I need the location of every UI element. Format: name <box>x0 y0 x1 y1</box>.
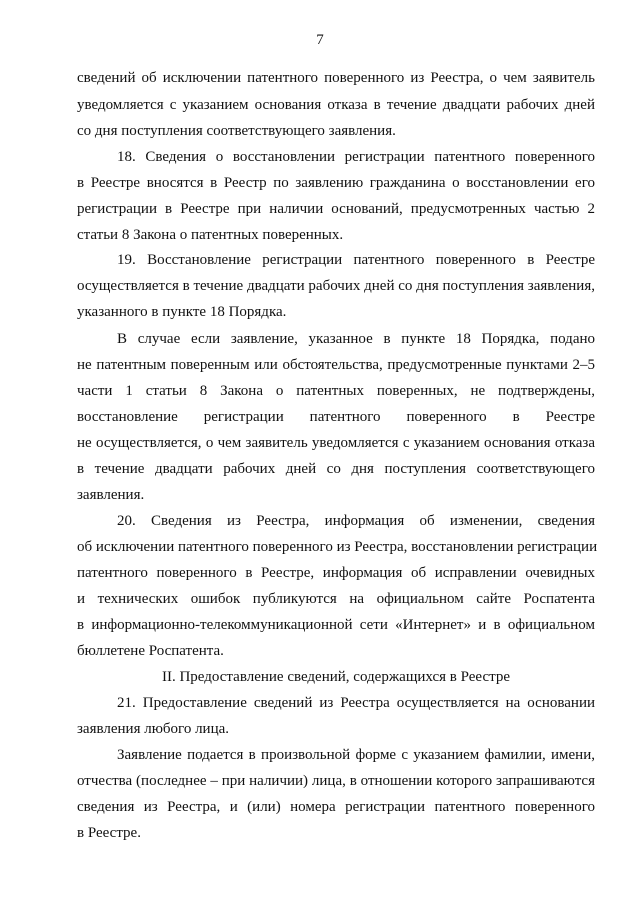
text-line: в информационно-телекоммуникационной сети «Интернет» и в официальном <box>77 617 595 633</box>
text-line: сведений об исключении патентного поверенного из Реестра, о чем заявитель <box>77 70 595 86</box>
text-line: в течение двадцати рабочих дней со дня поступления соответствующего <box>77 461 595 477</box>
text-line: и технических ошибок публикуются на официальном сайте Роспатента <box>77 591 595 607</box>
text-line: 19. Восстановление регистрации патентного поверенного в Реестре <box>117 252 595 268</box>
text-line: патентного поверенного в Реестре, информация об исправлении очевидных <box>77 565 595 581</box>
text-line: в Реестре. <box>77 825 141 841</box>
section-heading: II. Предоставление сведений, содержащихся в Реестре <box>161 669 511 685</box>
text-line: В случае если заявление, указанное в пункте 18 Порядка, подано <box>117 331 595 347</box>
text-line: части 1 статьи 8 Закона о патентных поверенных, не подтверждены, <box>77 383 595 399</box>
text-line: уведомляется с указанием основания отказа в течение двадцати рабочих дней <box>77 97 595 113</box>
text-line: со дня поступления соответствующего заявления. <box>77 123 396 139</box>
page-number: 7 <box>316 32 324 48</box>
text-line: не патентным поверенным или обстоятельства, предусмотренные пунктами 2–5 <box>77 357 595 373</box>
text-line: сведения из Реестра, и (или) номера регистрации патентного поверенного <box>77 799 595 815</box>
text-line: в Реестре вносятся в Реестр по заявлению гражданина о восстановлении его <box>77 175 595 191</box>
text-line: заявления. <box>77 487 145 503</box>
text-line: об исключении патентного поверенного из Реестра, восстановлении регистрации <box>77 539 598 555</box>
text-line: восстановление регистрации патентного поверенного в Реестре <box>77 409 595 425</box>
text-line: статьи 8 Закона о патентных поверенных. <box>77 227 344 243</box>
text-line: 18. Сведения о восстановлении регистрации патентного поверенного <box>117 149 595 165</box>
text-line: 21. Предоставление сведений из Реестра осуществляется на основании <box>117 695 595 711</box>
text-line: указанного в пункте 18 Порядка. <box>77 304 287 320</box>
text-line: заявления любого лица. <box>77 721 230 737</box>
text-line: 20. Сведения из Реестра, информация об изменении, сведения <box>117 513 595 529</box>
text-line: осуществляется в течение двадцати рабочих дней со дня поступления заявления, <box>77 278 595 294</box>
text-line: бюллетене Роспатента. <box>77 643 224 659</box>
text-line: регистрации в Реестре при наличии оснований, предусмотренных частью 2 <box>77 201 595 217</box>
text-line: не осуществляется, о чем заявитель уведомляется с указанием основания отказа <box>77 435 595 451</box>
text-line: отчества (последнее – при наличии) лица, в отношении которого запрашиваются <box>77 773 595 789</box>
text-line: Заявление подается в произвольной форме с указанием фамилии, имени, <box>117 747 595 763</box>
